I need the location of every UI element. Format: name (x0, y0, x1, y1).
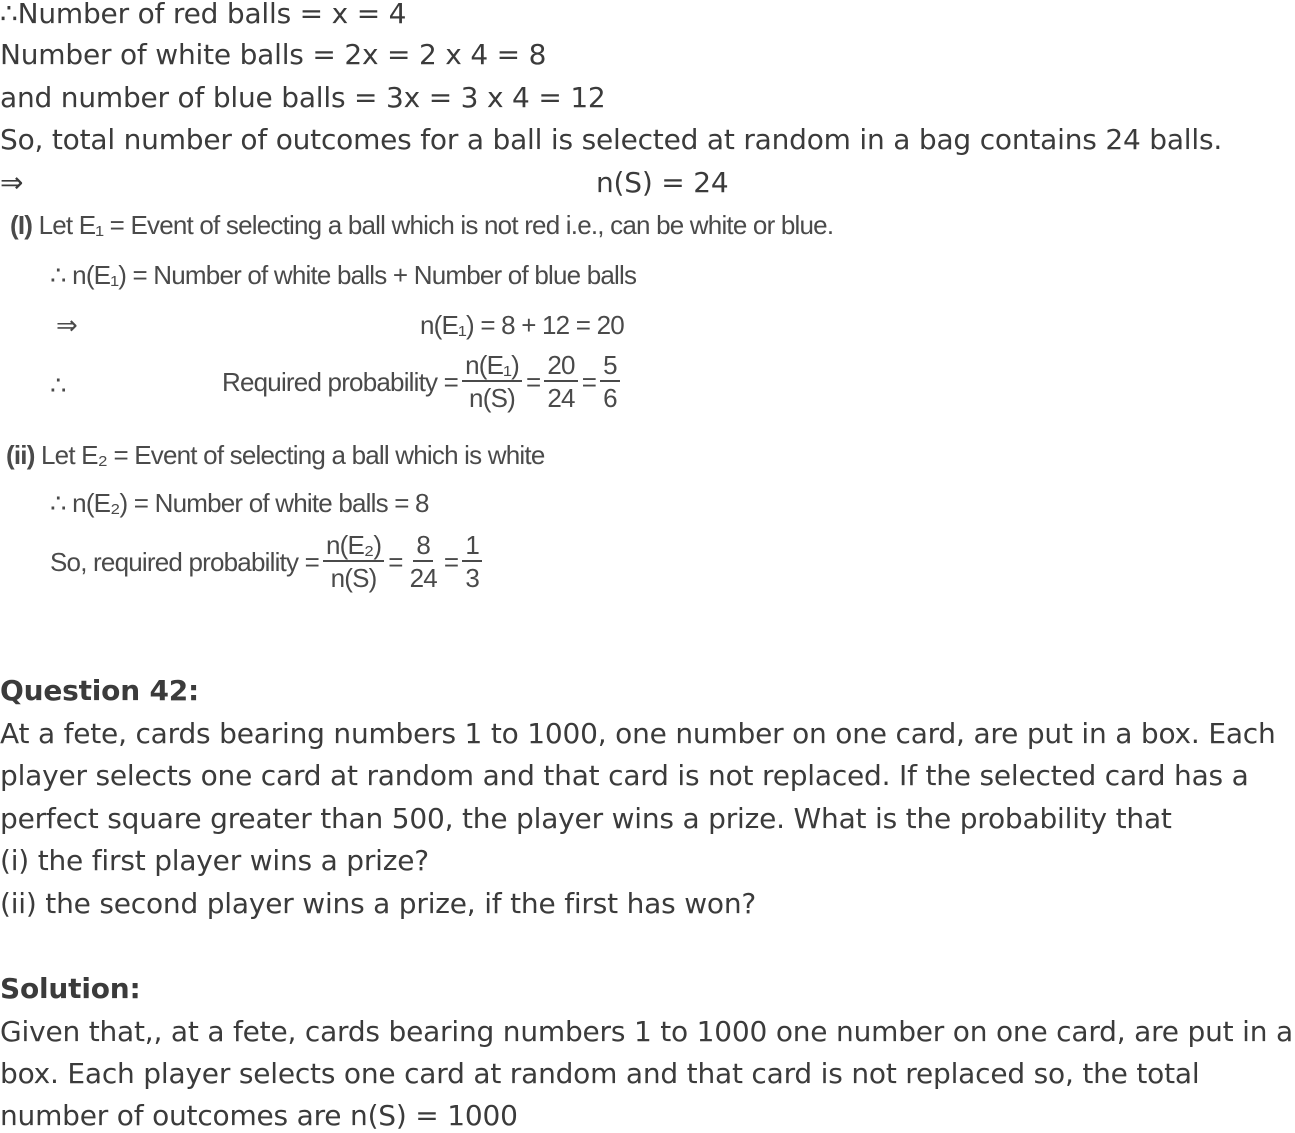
intro-line-1: ∴Number of red balls = x = 4 (0, 0, 407, 30)
intro-line-3: and number of blue balls = 3x = 3 x 4 = 12 (0, 81, 606, 114)
equals: = (525, 366, 541, 397)
ns-expression: n(S) = 24 (596, 166, 729, 199)
intro-line-2: Number of white balls = 2x = 2 x 4 = 8 (0, 38, 547, 71)
part-ii-probability-label: So, required probability = (50, 546, 319, 577)
solution-line-2: box. Each player selects one card at random and that card is not replaced so, the total (0, 1057, 1200, 1090)
fraction-5-over-6: $\frac{5}{6}$ (600, 350, 620, 414)
scanned-solution-block (0, 205, 1050, 625)
part-i-label: (I) (10, 210, 33, 240)
implies-arrow: ⇒ (0, 166, 24, 199)
solution-line-1: Given that,, at a fete, cards bearing numbers 1 to 1000 one number on one card, are put in a (0, 1015, 1293, 1048)
equals: = (443, 546, 459, 577)
solution-line-3: number of outcomes are n(S) = 1000 (0, 1099, 518, 1132)
fraction-ne2-over-ns: $\frac{\text{n(E₂)}}{n(S)}$ (323, 530, 384, 594)
part-i-let: Let E₁ = Event of selecting a ball which is not red i.e., can be white or blue. (38, 210, 834, 240)
question-line-3: perfect square greater than 500, the player wins a prize. What is the probability that (0, 802, 1172, 835)
question-line-5: (ii) the second player wins a prize, if the first has won? (0, 887, 757, 920)
part-ii-label: (ii) (6, 440, 35, 470)
question-line-1: At a fete, cards bearing numbers 1 to 1000, one number on one card, are put in a box. Each (0, 717, 1276, 750)
part-ii-let: Let E₂ = Event of selecting a ball which is white (41, 440, 545, 470)
fraction-20-over-24: $\frac{20}{24}$ (544, 350, 577, 414)
fraction-ne1-over-ns: $\frac{\text{n(E₁)}}{n(S)}$ (462, 350, 522, 414)
fraction-8-over-24: $\frac{8}{24}$ (409, 530, 437, 593)
part-i-line-3: n(E₁) = 8 + 12 = 20 (420, 310, 624, 340)
intro-line-4: So, total number of outcomes for a ball is selected at random in a bag contains 24 balls. (0, 123, 1223, 156)
part-i-arrow: ⇒ (56, 310, 77, 340)
equals: = (581, 366, 597, 397)
part-ii-line-2: ∴ n(E₂) = Number of white balls = 8 (50, 488, 429, 518)
part-i-therefore: ∴ (50, 370, 66, 400)
equals: = (388, 546, 403, 577)
question-line-4: (i) the first player wins a prize? (0, 844, 429, 877)
fraction-1-over-3: $\frac{1}{3}$ (462, 530, 482, 594)
part-i-line-2: ∴ n(E₁) = Number of white balls + Number of blue balls (50, 260, 637, 290)
question-heading: Question 42: (0, 674, 200, 707)
solution-heading: Solution: (0, 972, 141, 1005)
required-probability-label: Required probability = (222, 366, 459, 397)
question-line-2: player selects one card at random and that card is not replaced. If the selected card has a (0, 759, 1249, 792)
